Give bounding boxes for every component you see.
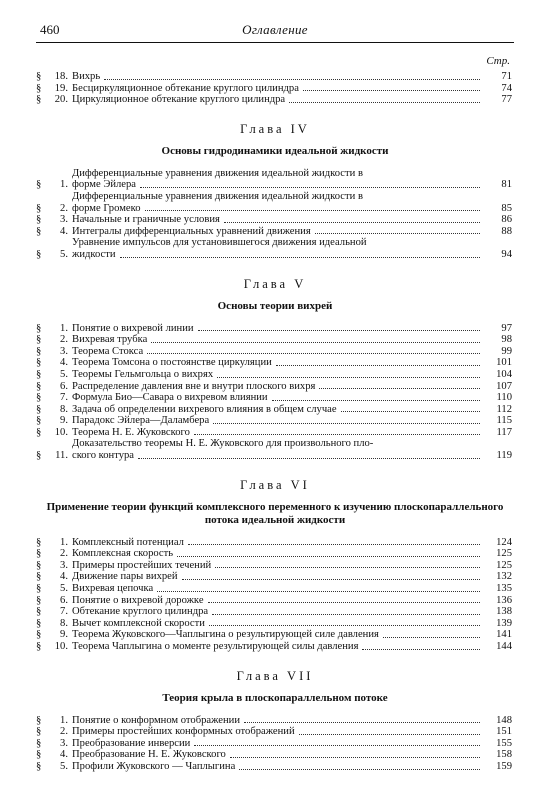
dot-leader <box>341 411 480 412</box>
page-ref: 94 <box>501 248 512 260</box>
entry-body <box>72 191 484 214</box>
entry-title: Преобразование инверсии <box>72 737 191 749</box>
dot-leader <box>177 556 480 557</box>
page-ref: 107 <box>496 380 512 392</box>
section-sign: § <box>36 368 42 380</box>
section-sign: § <box>36 450 42 462</box>
section-sign: § <box>36 426 42 438</box>
toc-entry[interactable] <box>36 726 514 738</box>
entry-body <box>72 438 484 461</box>
entry-line <box>72 438 484 450</box>
toc-entry[interactable] <box>36 548 514 560</box>
header-rule <box>36 42 514 43</box>
dot-leader <box>147 353 480 354</box>
chapter-section <box>36 669 514 773</box>
section-number: 9. <box>60 629 68 641</box>
section-sign: § <box>36 629 42 641</box>
entry-body <box>72 571 484 583</box>
page-ref: 135 <box>496 583 512 595</box>
entry-title: Вихрь <box>72 71 101 82</box>
page-ref: 74 <box>501 82 512 94</box>
entry-body <box>72 618 484 630</box>
page-ref: 159 <box>496 760 512 772</box>
section-sign: § <box>36 571 42 583</box>
dot-leader <box>239 769 480 770</box>
dot-leader <box>138 458 480 459</box>
toc-entry[interactable] <box>36 71 514 83</box>
entry-title-line1: Дифференциальные уравнения движения идеальной жидкости в <box>72 190 363 202</box>
section-number: 4. <box>60 357 68 369</box>
section-sign: § <box>36 617 42 629</box>
section-sign: § <box>36 403 42 415</box>
entry-title: Профили Жуковского — Чаплыгина <box>72 760 236 772</box>
entry-title: Вихревая трубка <box>72 334 148 346</box>
entry-title: Теорема Томсона о постоянстве циркуляции <box>72 357 272 369</box>
entry-body <box>72 71 484 83</box>
section-sign: § <box>36 559 42 571</box>
section-sign: § <box>36 322 42 334</box>
dot-leader <box>224 222 480 223</box>
toc-entry[interactable] <box>36 404 514 416</box>
chapter-title: Основы теории вихрей <box>217 299 333 312</box>
entry-title: Задача об определении вихревого влияния в общем случае <box>72 403 337 415</box>
section-number: 11. <box>55 450 68 462</box>
entry-body <box>72 369 484 381</box>
toc-entry[interactable] <box>36 323 514 335</box>
page-number: 460 <box>40 22 60 37</box>
section-number: 7. <box>60 392 68 404</box>
entry-line <box>72 191 484 203</box>
entry-body <box>72 334 484 346</box>
entry-title: Формула Био—Савара о вихревом влиянии <box>72 392 268 404</box>
chapter-label: Глава IV <box>240 121 310 136</box>
page-ref: 125 <box>496 559 512 571</box>
dot-leader <box>315 233 480 234</box>
section-sign: § <box>36 760 42 772</box>
toc-entry[interactable] <box>36 583 514 595</box>
section-number: 1. <box>60 179 68 191</box>
dot-leader <box>230 757 480 758</box>
entry-body <box>72 415 484 427</box>
section-number: 4. <box>60 225 68 237</box>
toc-entry[interactable] <box>36 83 514 95</box>
page-ref: 125 <box>496 548 512 560</box>
section-sign: § <box>36 225 42 237</box>
chapter-label: Глава VI <box>240 477 310 492</box>
entry-body <box>72 726 484 738</box>
entry-title: Циркуляционное обтекание круглого цилиндра <box>72 94 286 106</box>
page-ref: 124 <box>496 536 512 548</box>
chapter-section <box>36 277 514 462</box>
toc-entry[interactable] <box>36 715 514 727</box>
chapter-label: Глава VII <box>236 668 314 683</box>
section-sign: § <box>36 334 42 346</box>
dot-leader <box>120 257 480 258</box>
dot-leader <box>362 649 480 650</box>
entry-body <box>72 381 484 393</box>
entry-title: Движение пары вихрей <box>72 571 178 583</box>
dot-leader <box>289 102 480 103</box>
toc-entry[interactable] <box>36 237 514 260</box>
page-ref: 144 <box>496 641 512 652</box>
section-sign: § <box>36 726 42 738</box>
toc-entry[interactable] <box>36 94 514 106</box>
page-ref: 112 <box>496 403 512 415</box>
entry-body <box>72 606 484 618</box>
entry-title-line1: Дифференциальные уравнения движения идеальной жидкости в <box>72 167 363 179</box>
section-number: 2. <box>60 548 68 560</box>
entry-title: Комплексный потенциал <box>72 536 184 548</box>
section-sign: § <box>36 548 42 560</box>
section-sign: § <box>36 380 42 392</box>
section-number: 2. <box>60 334 68 346</box>
dot-leader <box>383 637 480 638</box>
section-number: 19. <box>54 82 68 94</box>
chapter-title: Теория крыла в плоскопараллельном потоке <box>162 691 388 704</box>
section-number: 5. <box>60 248 68 260</box>
section-number: 7. <box>60 606 68 618</box>
toc-entry[interactable] <box>36 560 514 572</box>
section-number: 18. <box>54 71 68 82</box>
section-sign: § <box>36 714 42 726</box>
section-sign: § <box>36 749 42 761</box>
entry-title: Бесциркуляционное обтекание круглого цилиндра <box>72 82 299 94</box>
section-sign: § <box>36 583 42 595</box>
section-number: 5. <box>60 368 68 380</box>
chapters <box>36 122 514 773</box>
entry-title: Примеры простейших конформных отображений <box>72 726 295 738</box>
dot-leader <box>213 423 480 424</box>
section-sign: § <box>36 71 42 82</box>
entry-body <box>72 226 484 238</box>
entry-body <box>72 738 484 750</box>
entry-line <box>72 249 484 261</box>
dot-leader <box>151 342 480 343</box>
dot-leader <box>198 330 480 331</box>
page-ref: 97 <box>501 322 512 334</box>
entry-title-line1: Уравнение импульсов для установившегося движения идеальной <box>72 237 367 249</box>
page-ref: 81 <box>501 179 512 191</box>
entry-title: Теорема Жуковского—Чаплыгина о результирующей силе давления <box>72 629 379 641</box>
section-number: 4. <box>60 749 68 761</box>
entry-body <box>72 715 484 727</box>
section-number: 6. <box>60 594 68 606</box>
section-sign: § <box>36 606 42 618</box>
entry-body <box>72 749 484 761</box>
toc-page <box>36 0 514 773</box>
page-ref: 110 <box>496 392 512 404</box>
section-number: 3. <box>60 214 68 226</box>
page-ref: 71 <box>501 71 512 82</box>
section-number: 5. <box>60 583 68 595</box>
entry-body <box>72 83 484 95</box>
section-sign: § <box>36 179 42 191</box>
dot-leader <box>194 434 480 435</box>
toc-entry[interactable] <box>36 226 514 238</box>
dot-leader <box>217 377 480 378</box>
toc-entry[interactable] <box>36 606 514 618</box>
entry-body <box>72 392 484 404</box>
toc-entry[interactable] <box>36 214 514 226</box>
entry-body <box>72 548 484 560</box>
section-number: 3. <box>60 737 68 749</box>
page-ref: 86 <box>501 214 512 226</box>
toc-entry[interactable] <box>36 415 514 427</box>
entry-title: Теоремы Гельмгольца о вихрях <box>72 368 214 380</box>
chapter-section <box>36 478 514 653</box>
section-sign: § <box>36 594 42 606</box>
entry-title-line1: Доказательство теоремы Н. Е. Жуковского для произвольного пло- <box>72 438 374 450</box>
entry-title-line2: жидкости <box>72 248 116 260</box>
running-header <box>36 0 514 40</box>
chapter-label: Глава V <box>243 276 307 291</box>
page-ref: 77 <box>501 94 512 106</box>
section-sign: § <box>36 737 42 749</box>
section-number: 3. <box>60 559 68 571</box>
dot-leader <box>208 602 480 603</box>
chapter-title: Основы гидродинамики идеальной жидкости <box>161 144 389 157</box>
dot-leader <box>272 400 480 401</box>
dot-leader <box>140 187 480 188</box>
page-ref: 88 <box>501 225 512 237</box>
section-number: 10. <box>54 426 68 438</box>
entry-body <box>72 237 484 260</box>
running-title: Оглавление <box>242 22 308 37</box>
section-number: 1. <box>60 714 68 726</box>
page-ref: 104 <box>496 368 512 380</box>
toc-entry[interactable] <box>36 595 514 607</box>
entry-body <box>72 346 484 358</box>
dot-leader <box>145 210 480 211</box>
dot-leader <box>215 567 480 568</box>
section-number: 10. <box>54 641 68 652</box>
section-number: 4. <box>60 571 68 583</box>
entry-line <box>72 168 484 180</box>
section-number: 5. <box>60 760 68 772</box>
section-number: 20. <box>54 94 68 106</box>
entry-title: Вычет комплексной скорости <box>72 617 205 629</box>
entry-line <box>72 237 484 249</box>
entry-body <box>72 357 484 369</box>
entry-title: Теорема Чаплыгина о моменте результирующей силы давления <box>72 641 359 652</box>
dot-leader <box>188 544 480 545</box>
page-ref: 141 <box>496 629 512 641</box>
entry-body <box>72 560 484 572</box>
entry-body <box>72 583 484 595</box>
toc-entry[interactable] <box>36 357 514 369</box>
entry-line <box>72 203 484 215</box>
entry-title-line2: ского контура <box>72 450 134 462</box>
entry-body <box>72 641 484 653</box>
section-number: 1. <box>60 536 68 548</box>
dot-leader <box>182 579 480 580</box>
toc-entry[interactable] <box>36 749 514 761</box>
section-number: 6. <box>60 380 68 392</box>
page-ref: 139 <box>496 617 512 629</box>
page-column-header: Стр. <box>486 55 510 67</box>
page-ref: 99 <box>501 345 512 357</box>
toc-entry[interactable] <box>36 392 514 404</box>
toc-entry[interactable] <box>36 191 514 214</box>
toc-entry[interactable] <box>36 738 514 750</box>
section-number: 8. <box>60 617 68 629</box>
section-sign: § <box>36 536 42 548</box>
toc-entry[interactable] <box>36 334 514 346</box>
entry-title: Парадокс Эйлера—Даламбера <box>72 415 210 427</box>
entry-body <box>72 537 484 549</box>
entry-title-line2: форме Эйлера <box>72 179 137 191</box>
toc-entry[interactable] <box>36 381 514 393</box>
entry-title: Понятие о вихревой дорожке <box>72 594 204 606</box>
toc-entry[interactable] <box>36 369 514 381</box>
entry-line <box>72 450 484 462</box>
page-ref: 119 <box>496 450 512 462</box>
page-ref: 136 <box>496 594 512 606</box>
section-sign: § <box>36 357 42 369</box>
page-ref: 117 <box>496 426 512 438</box>
dot-leader <box>194 745 480 746</box>
entry-title: Понятие о вихревой линии <box>72 322 194 334</box>
entry-title: Понятие о конформном отображении <box>72 714 240 726</box>
page-ref: 132 <box>496 571 512 583</box>
dot-leader <box>303 90 480 91</box>
section-sign: § <box>36 345 42 357</box>
entry-title: Примеры простейших течений <box>72 559 212 571</box>
entry-title: Интегралы дифференциальных уравнений движения <box>72 225 311 237</box>
entry-body <box>72 214 484 226</box>
section-sign: § <box>36 202 42 214</box>
entry-body <box>72 595 484 607</box>
section-sign: § <box>36 214 42 226</box>
section-number: 1. <box>60 322 68 334</box>
entry-body <box>72 323 484 335</box>
section-sign: § <box>36 392 42 404</box>
dot-leader <box>299 734 480 735</box>
toc-entry[interactable] <box>36 641 514 653</box>
entry-title: Вихревая цепочка <box>72 583 154 595</box>
entry-body <box>72 168 484 191</box>
entry-title: Преобразование Н. Е. Жуковского <box>72 749 226 761</box>
entry-title: Комплексная скорость <box>72 548 174 560</box>
toc-entry[interactable] <box>36 438 514 461</box>
page-ref: 85 <box>501 202 512 214</box>
entry-body <box>72 629 484 641</box>
page-ref: 148 <box>496 714 512 726</box>
page-ref: 101 <box>496 357 512 369</box>
entry-body <box>72 761 484 773</box>
entry-body <box>72 427 484 439</box>
toc-entry[interactable] <box>36 427 514 439</box>
entry-title: Начальные и граничные условия <box>72 214 220 226</box>
page-ref: 98 <box>501 334 512 346</box>
page-ref: 158 <box>496 749 512 761</box>
toc-entry[interactable] <box>36 629 514 641</box>
toc-entry[interactable] <box>36 346 514 358</box>
dot-leader <box>276 365 480 366</box>
section-sign: § <box>36 82 42 94</box>
intro-entries <box>36 71 514 106</box>
entry-body <box>72 404 484 416</box>
page-ref: 115 <box>496 415 512 427</box>
page-ref: 138 <box>496 606 512 618</box>
section-number: 8. <box>60 403 68 415</box>
section-number: 2. <box>60 202 68 214</box>
entry-title: Распределение давления вне и внутри плоского вихря <box>72 380 316 392</box>
entry-title-line2: форме Громеко <box>72 202 141 214</box>
dot-leader <box>244 722 480 723</box>
dot-leader <box>212 614 480 615</box>
entry-line <box>72 179 484 191</box>
toc-entry[interactable] <box>36 168 514 191</box>
entry-body <box>72 94 484 106</box>
chapter-title: Применение теории функций комплексного переменного к изучению плоскопараллельного потока идеальной жидкости <box>46 500 504 526</box>
section-sign: § <box>36 248 42 260</box>
dot-leader <box>157 591 480 592</box>
dot-leader <box>209 625 480 626</box>
section-number: 3. <box>60 345 68 357</box>
section-sign: § <box>36 94 42 106</box>
toc-entry[interactable] <box>36 571 514 583</box>
dot-leader <box>319 388 480 389</box>
page-ref: 151 <box>496 726 512 738</box>
toc-entry[interactable] <box>36 618 514 630</box>
toc-entry[interactable] <box>36 537 514 549</box>
entry-title: Обтекание круглого цилиндра <box>72 606 209 618</box>
entry-title: Теорема Стокса <box>72 345 144 357</box>
entry-title: Теорема Н. Е. Жуковского <box>72 426 190 438</box>
section-number: 2. <box>60 726 68 738</box>
section-number: 9. <box>60 415 68 427</box>
chapter-section <box>36 122 514 261</box>
toc-entry[interactable] <box>36 761 514 773</box>
section-sign: § <box>36 415 42 427</box>
page-ref: 155 <box>496 737 512 749</box>
dot-leader <box>104 79 480 80</box>
section-sign: § <box>36 641 42 652</box>
